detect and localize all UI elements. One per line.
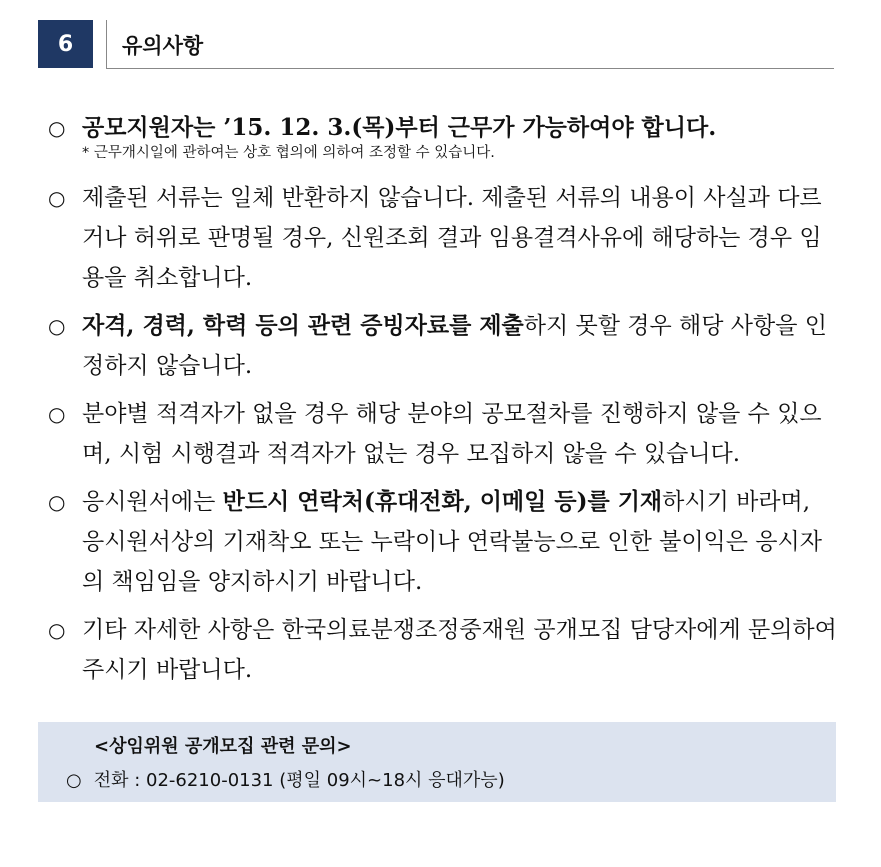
notice-bold-text: 반드시 연락처(휴대전화, 이메일 등)를 기재 (222, 488, 663, 515)
contact-phone-line (66, 766, 505, 792)
contact-title: <상임위원 공개모집 관련 문의> (94, 736, 352, 757)
notice-item-inquiry (48, 610, 838, 690)
notice-text: 하지 못할 경우 해당 사항을 인정하지 않습니다. (82, 313, 827, 379)
bullet-marker: ○ (66, 770, 82, 791)
notice-list (48, 110, 838, 698)
notice-text: 제출된 서류는 일체 반환하지 않습니다. 제출된 서류의 내용이 사실과 다르거나 허위로 판명될 경우, 신원조회 결과 임용결격사유에 해당하는 경우 임용을 취소합니다. (82, 185, 822, 291)
notice-note: * 근무개시일에 관하여는 상호 협의에 의하여 조정할 수 있습니다. (82, 145, 495, 161)
notice-text: 기타 자세한 사항은 한국의료분쟁조정중재원 공개모집 담당자에게 문의하여 주시기 바랍니다. (82, 617, 837, 683)
section-header (38, 20, 834, 70)
section-underline (106, 68, 834, 69)
section-number: 6 (38, 20, 93, 68)
notice-text: 분야별 적격자가 없을 경우 해당 분야의 공모절차를 진행하지 않을 수 있으며, 시험 시행결과 적격자가 없는 경우 모집하지 않을 수 있습니다. (82, 401, 822, 467)
section-title: 유의사항 (122, 34, 204, 58)
notice-text: 공모지원자는 ’15. 12. 3.(목)부터 근무가 가능하여야 합니다. (82, 114, 717, 141)
bullet-marker: ○ (48, 186, 66, 210)
notice-bold-text: 자격, 경력, 학력 등의 관련 증빙자료를 제출 (82, 312, 524, 339)
notice-text: 응시원서에는 (82, 489, 223, 515)
notice-item-documents (48, 178, 838, 298)
contact-box (38, 722, 836, 802)
bullet-marker: ○ (48, 490, 66, 514)
bullet-marker: ○ (48, 618, 66, 642)
bullet-marker: ○ (48, 314, 66, 338)
notice-text: 하시기 바라며, 응시원서상의 기재착오 또는 누락이나 연락불능으로 인한 불이익은 응시자의 책임임을 양지하시기 바랍니다. (82, 489, 822, 595)
notice-item-start-date (48, 110, 838, 164)
contact-phone-text: 전화 : 02-6210-0131 (평일 09시~18시 응대가능) (93, 770, 505, 791)
section-divider (106, 20, 107, 68)
notice-item-no-candidate (48, 394, 838, 474)
notice-item-contact-info (48, 482, 838, 602)
bullet-marker: ○ (48, 116, 66, 140)
bullet-marker: ○ (48, 402, 66, 426)
notice-item-proof (48, 306, 838, 386)
